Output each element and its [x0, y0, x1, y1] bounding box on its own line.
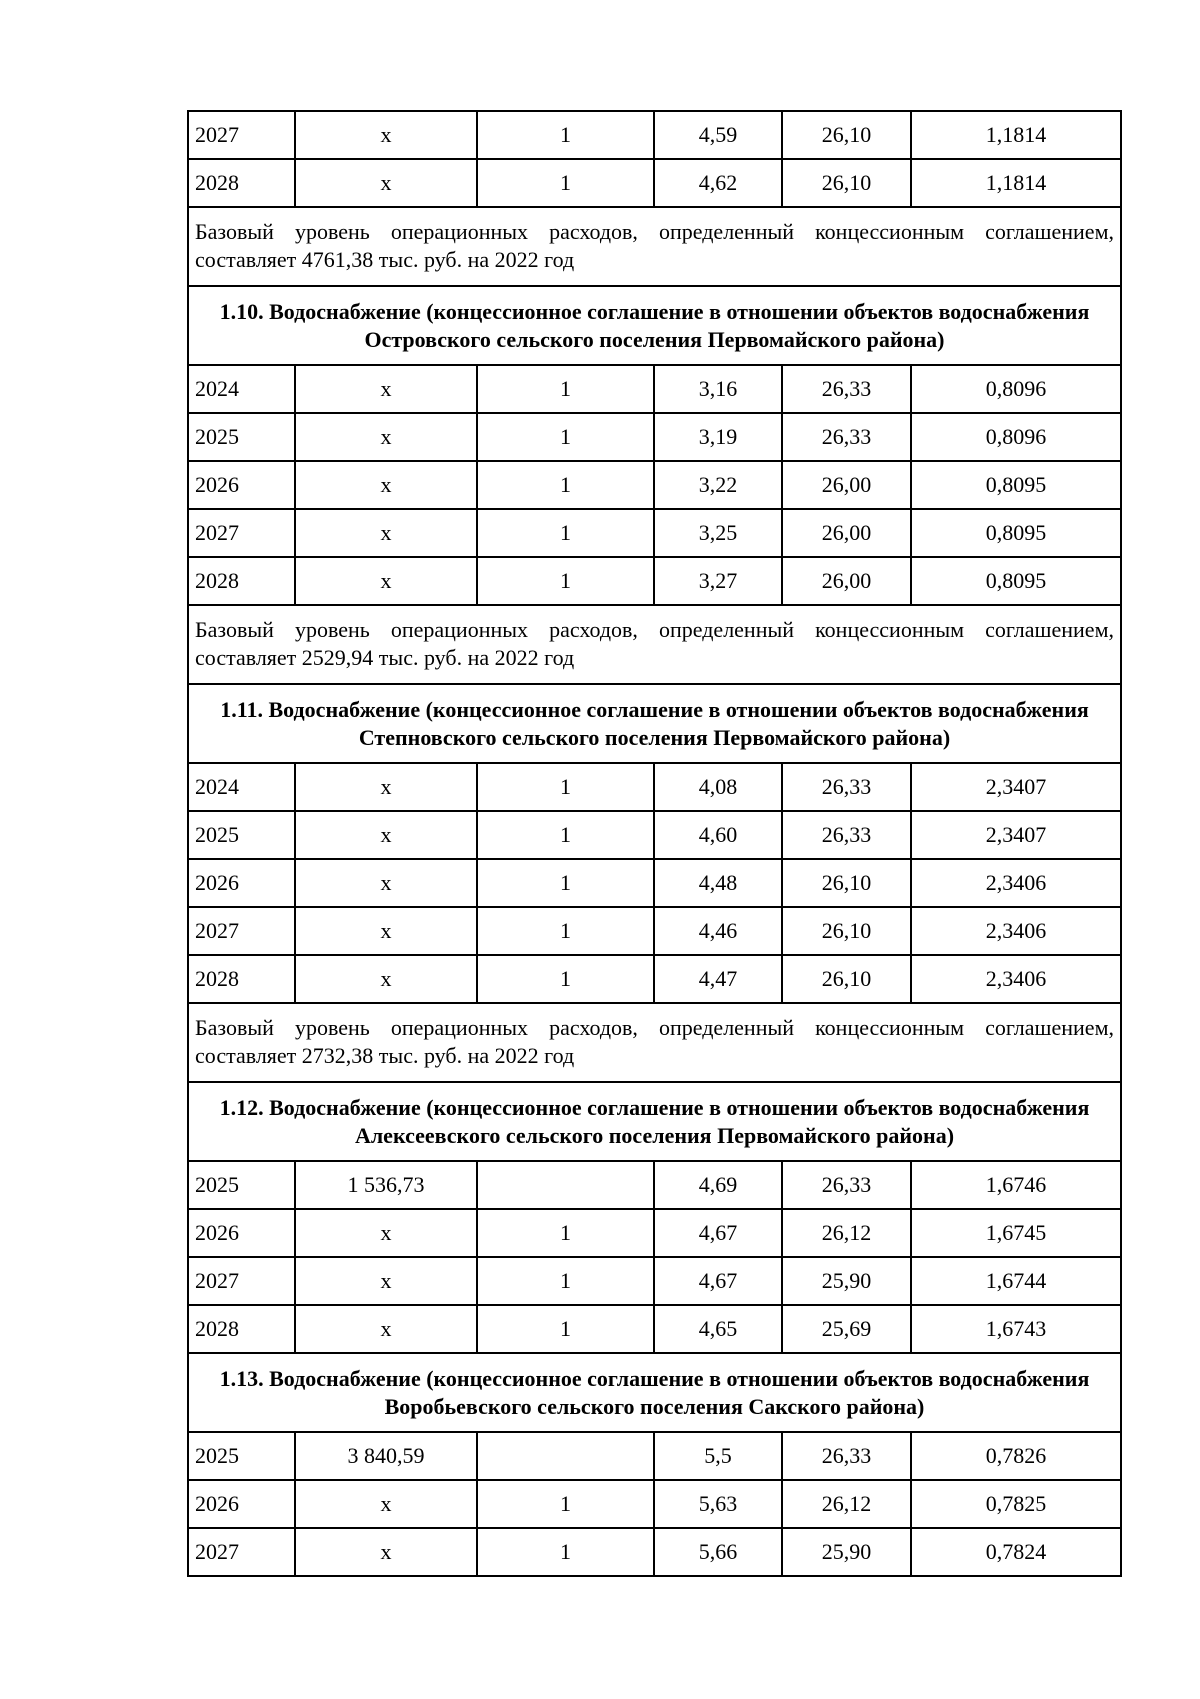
- coefficient-cell: 2,3406: [911, 859, 1121, 907]
- year-cell: 2028: [188, 955, 295, 1003]
- value-cell: x: [295, 1305, 477, 1353]
- indicator-cell: 3,25: [654, 509, 782, 557]
- year-cell: 2027: [188, 509, 295, 557]
- base-cost-note: Базовый уровень операционных расходов, определенный концессионным соглашением, составляет 4761,38 тыс. руб. на 2022 год: [188, 207, 1121, 286]
- coefficient-cell: 1,6746: [911, 1161, 1121, 1209]
- table-row: [188, 461, 1121, 509]
- value-cell: x: [295, 763, 477, 811]
- index-cell: 1: [477, 461, 654, 509]
- table-row: [188, 1257, 1121, 1305]
- table-row: [188, 159, 1121, 207]
- table-row: [188, 557, 1121, 605]
- percent-cell: 26,12: [782, 1480, 911, 1528]
- coefficient-cell: 0,8096: [911, 413, 1121, 461]
- table-row: [188, 1161, 1121, 1209]
- table-row: [188, 907, 1121, 955]
- percent-cell: 26,00: [782, 461, 911, 509]
- percent-cell: 26,33: [782, 1161, 911, 1209]
- indicator-cell: 4,67: [654, 1209, 782, 1257]
- percent-cell: 25,69: [782, 1305, 911, 1353]
- indicator-cell: 4,69: [654, 1161, 782, 1209]
- indicator-cell: 5,63: [654, 1480, 782, 1528]
- value-cell: x: [295, 1209, 477, 1257]
- indicator-cell: 4,46: [654, 907, 782, 955]
- table-row: [188, 763, 1121, 811]
- percent-cell: 26,33: [782, 811, 911, 859]
- coefficient-cell: 1,1814: [911, 159, 1121, 207]
- percent-cell: 26,10: [782, 859, 911, 907]
- percent-cell: 26,10: [782, 955, 911, 1003]
- year-cell: 2024: [188, 365, 295, 413]
- year-cell: 2024: [188, 763, 295, 811]
- index-cell: 1: [477, 111, 654, 159]
- year-cell: 2027: [188, 1257, 295, 1305]
- indicator-cell: 3,22: [654, 461, 782, 509]
- percent-cell: 26,00: [782, 557, 911, 605]
- value-cell: x: [295, 509, 477, 557]
- index-cell: 1: [477, 365, 654, 413]
- coefficient-cell: 0,8096: [911, 365, 1121, 413]
- year-cell: 2025: [188, 1432, 295, 1480]
- table-row: [188, 413, 1121, 461]
- percent-cell: 25,90: [782, 1528, 911, 1576]
- coefficient-cell: 1,6744: [911, 1257, 1121, 1305]
- indicator-cell: 4,08: [654, 763, 782, 811]
- year-cell: 2028: [188, 1305, 295, 1353]
- coefficient-cell: 0,8095: [911, 461, 1121, 509]
- index-cell: 1: [477, 955, 654, 1003]
- year-cell: 2028: [188, 159, 295, 207]
- percent-cell: 26,33: [782, 763, 911, 811]
- value-cell: x: [295, 365, 477, 413]
- year-cell: 2025: [188, 413, 295, 461]
- tariff-table-body: [188, 111, 1121, 1576]
- value-cell: x: [295, 461, 477, 509]
- value-cell: x: [295, 955, 477, 1003]
- index-cell: 1: [477, 1209, 654, 1257]
- index-cell: 1: [477, 763, 654, 811]
- index-cell: 1: [477, 413, 654, 461]
- section-row: [188, 286, 1121, 365]
- percent-cell: 26,33: [782, 365, 911, 413]
- value-cell: x: [295, 1480, 477, 1528]
- index-cell: 1: [477, 1257, 654, 1305]
- percent-cell: 25,90: [782, 1257, 911, 1305]
- coefficient-cell: 2,3407: [911, 763, 1121, 811]
- coefficient-cell: 0,8095: [911, 509, 1121, 557]
- year-cell: 2025: [188, 1161, 295, 1209]
- year-cell: 2027: [188, 907, 295, 955]
- indicator-cell: 4,48: [654, 859, 782, 907]
- coefficient-cell: 0,7824: [911, 1528, 1121, 1576]
- note-row: [188, 605, 1121, 684]
- value-cell: x: [295, 859, 477, 907]
- section-title: 1.11. Водоснабжение (концессионное соглашение в отношении объектов водоснабжения Степновского сельского поселения Первомайского района): [188, 684, 1121, 763]
- table-row: [188, 859, 1121, 907]
- year-cell: 2026: [188, 859, 295, 907]
- percent-cell: 26,10: [782, 159, 911, 207]
- table-row: [188, 1209, 1121, 1257]
- indicator-cell: 4,47: [654, 955, 782, 1003]
- value-cell: x: [295, 811, 477, 859]
- value-cell: x: [295, 1257, 477, 1305]
- indicator-cell: 3,19: [654, 413, 782, 461]
- percent-cell: 26,10: [782, 111, 911, 159]
- coefficient-cell: 0,7826: [911, 1432, 1121, 1480]
- section-row: [188, 684, 1121, 763]
- section-row: [188, 1082, 1121, 1161]
- percent-cell: 26,00: [782, 509, 911, 557]
- table-row: [188, 811, 1121, 859]
- index-cell: 1: [477, 557, 654, 605]
- value-cell: x: [295, 907, 477, 955]
- indicator-cell: 5,5: [654, 1432, 782, 1480]
- section-title: 1.12. Водоснабжение (концессионное соглашение в отношении объектов водоснабжения Алексеевского сельского поселения Первомайского района): [188, 1082, 1121, 1161]
- percent-cell: 26,33: [782, 1432, 911, 1480]
- tariff-table: [187, 110, 1122, 1577]
- indicator-cell: 3,27: [654, 557, 782, 605]
- table-row: [188, 365, 1121, 413]
- index-cell: 1: [477, 509, 654, 557]
- table-row: [188, 1305, 1121, 1353]
- indicator-cell: 3,16: [654, 365, 782, 413]
- table-row: [188, 111, 1121, 159]
- section-title: 1.10. Водоснабжение (концессионное соглашение в отношении объектов водоснабжения Островского сельского поселения Первомайского района): [188, 286, 1121, 365]
- value-cell: x: [295, 111, 477, 159]
- index-cell: 1: [477, 811, 654, 859]
- indicator-cell: 5,66: [654, 1528, 782, 1576]
- note-row: [188, 207, 1121, 286]
- table-row: [188, 1528, 1121, 1576]
- value-cell: 3 840,59: [295, 1432, 477, 1480]
- coefficient-cell: 2,3406: [911, 907, 1121, 955]
- table-row: [188, 1432, 1121, 1480]
- section-row: [188, 1353, 1121, 1432]
- year-cell: 2026: [188, 461, 295, 509]
- indicator-cell: 4,62: [654, 159, 782, 207]
- year-cell: 2026: [188, 1480, 295, 1528]
- index-cell: 1: [477, 159, 654, 207]
- coefficient-cell: 2,3406: [911, 955, 1121, 1003]
- year-cell: 2026: [188, 1209, 295, 1257]
- index-cell: 1: [477, 1528, 654, 1576]
- table-row: [188, 509, 1121, 557]
- indicator-cell: 4,60: [654, 811, 782, 859]
- percent-cell: 26,10: [782, 907, 911, 955]
- table-row: [188, 955, 1121, 1003]
- index-cell: 1: [477, 1305, 654, 1353]
- value-cell: x: [295, 557, 477, 605]
- table-row: [188, 1480, 1121, 1528]
- value-cell: x: [295, 1528, 477, 1576]
- year-cell: 2028: [188, 557, 295, 605]
- value-cell: 1 536,73: [295, 1161, 477, 1209]
- coefficient-cell: 1,1814: [911, 111, 1121, 159]
- coefficient-cell: 0,7825: [911, 1480, 1121, 1528]
- coefficient-cell: 1,6745: [911, 1209, 1121, 1257]
- section-title: 1.13. Водоснабжение (концессионное соглашение в отношении объектов водоснабжения Воробьевского сельского поселения Сакского района): [188, 1353, 1121, 1432]
- indicator-cell: 4,65: [654, 1305, 782, 1353]
- value-cell: x: [295, 159, 477, 207]
- base-cost-note: Базовый уровень операционных расходов, определенный концессионным соглашением, составляет 2732,38 тыс. руб. на 2022 год: [188, 1003, 1121, 1082]
- percent-cell: 26,12: [782, 1209, 911, 1257]
- note-row: [188, 1003, 1121, 1082]
- base-cost-note: Базовый уровень операционных расходов, определенный концессионным соглашением, составляет 2529,94 тыс. руб. на 2022 год: [188, 605, 1121, 684]
- indicator-cell: 4,67: [654, 1257, 782, 1305]
- coefficient-cell: 0,8095: [911, 557, 1121, 605]
- index-cell: 1: [477, 859, 654, 907]
- percent-cell: 26,33: [782, 413, 911, 461]
- index-cell: [477, 1432, 654, 1480]
- year-cell: 2027: [188, 111, 295, 159]
- indicator-cell: 4,59: [654, 111, 782, 159]
- year-cell: 2025: [188, 811, 295, 859]
- year-cell: 2027: [188, 1528, 295, 1576]
- index-cell: 1: [477, 907, 654, 955]
- index-cell: [477, 1161, 654, 1209]
- coefficient-cell: 1,6743: [911, 1305, 1121, 1353]
- index-cell: 1: [477, 1480, 654, 1528]
- coefficient-cell: 2,3407: [911, 811, 1121, 859]
- value-cell: x: [295, 413, 477, 461]
